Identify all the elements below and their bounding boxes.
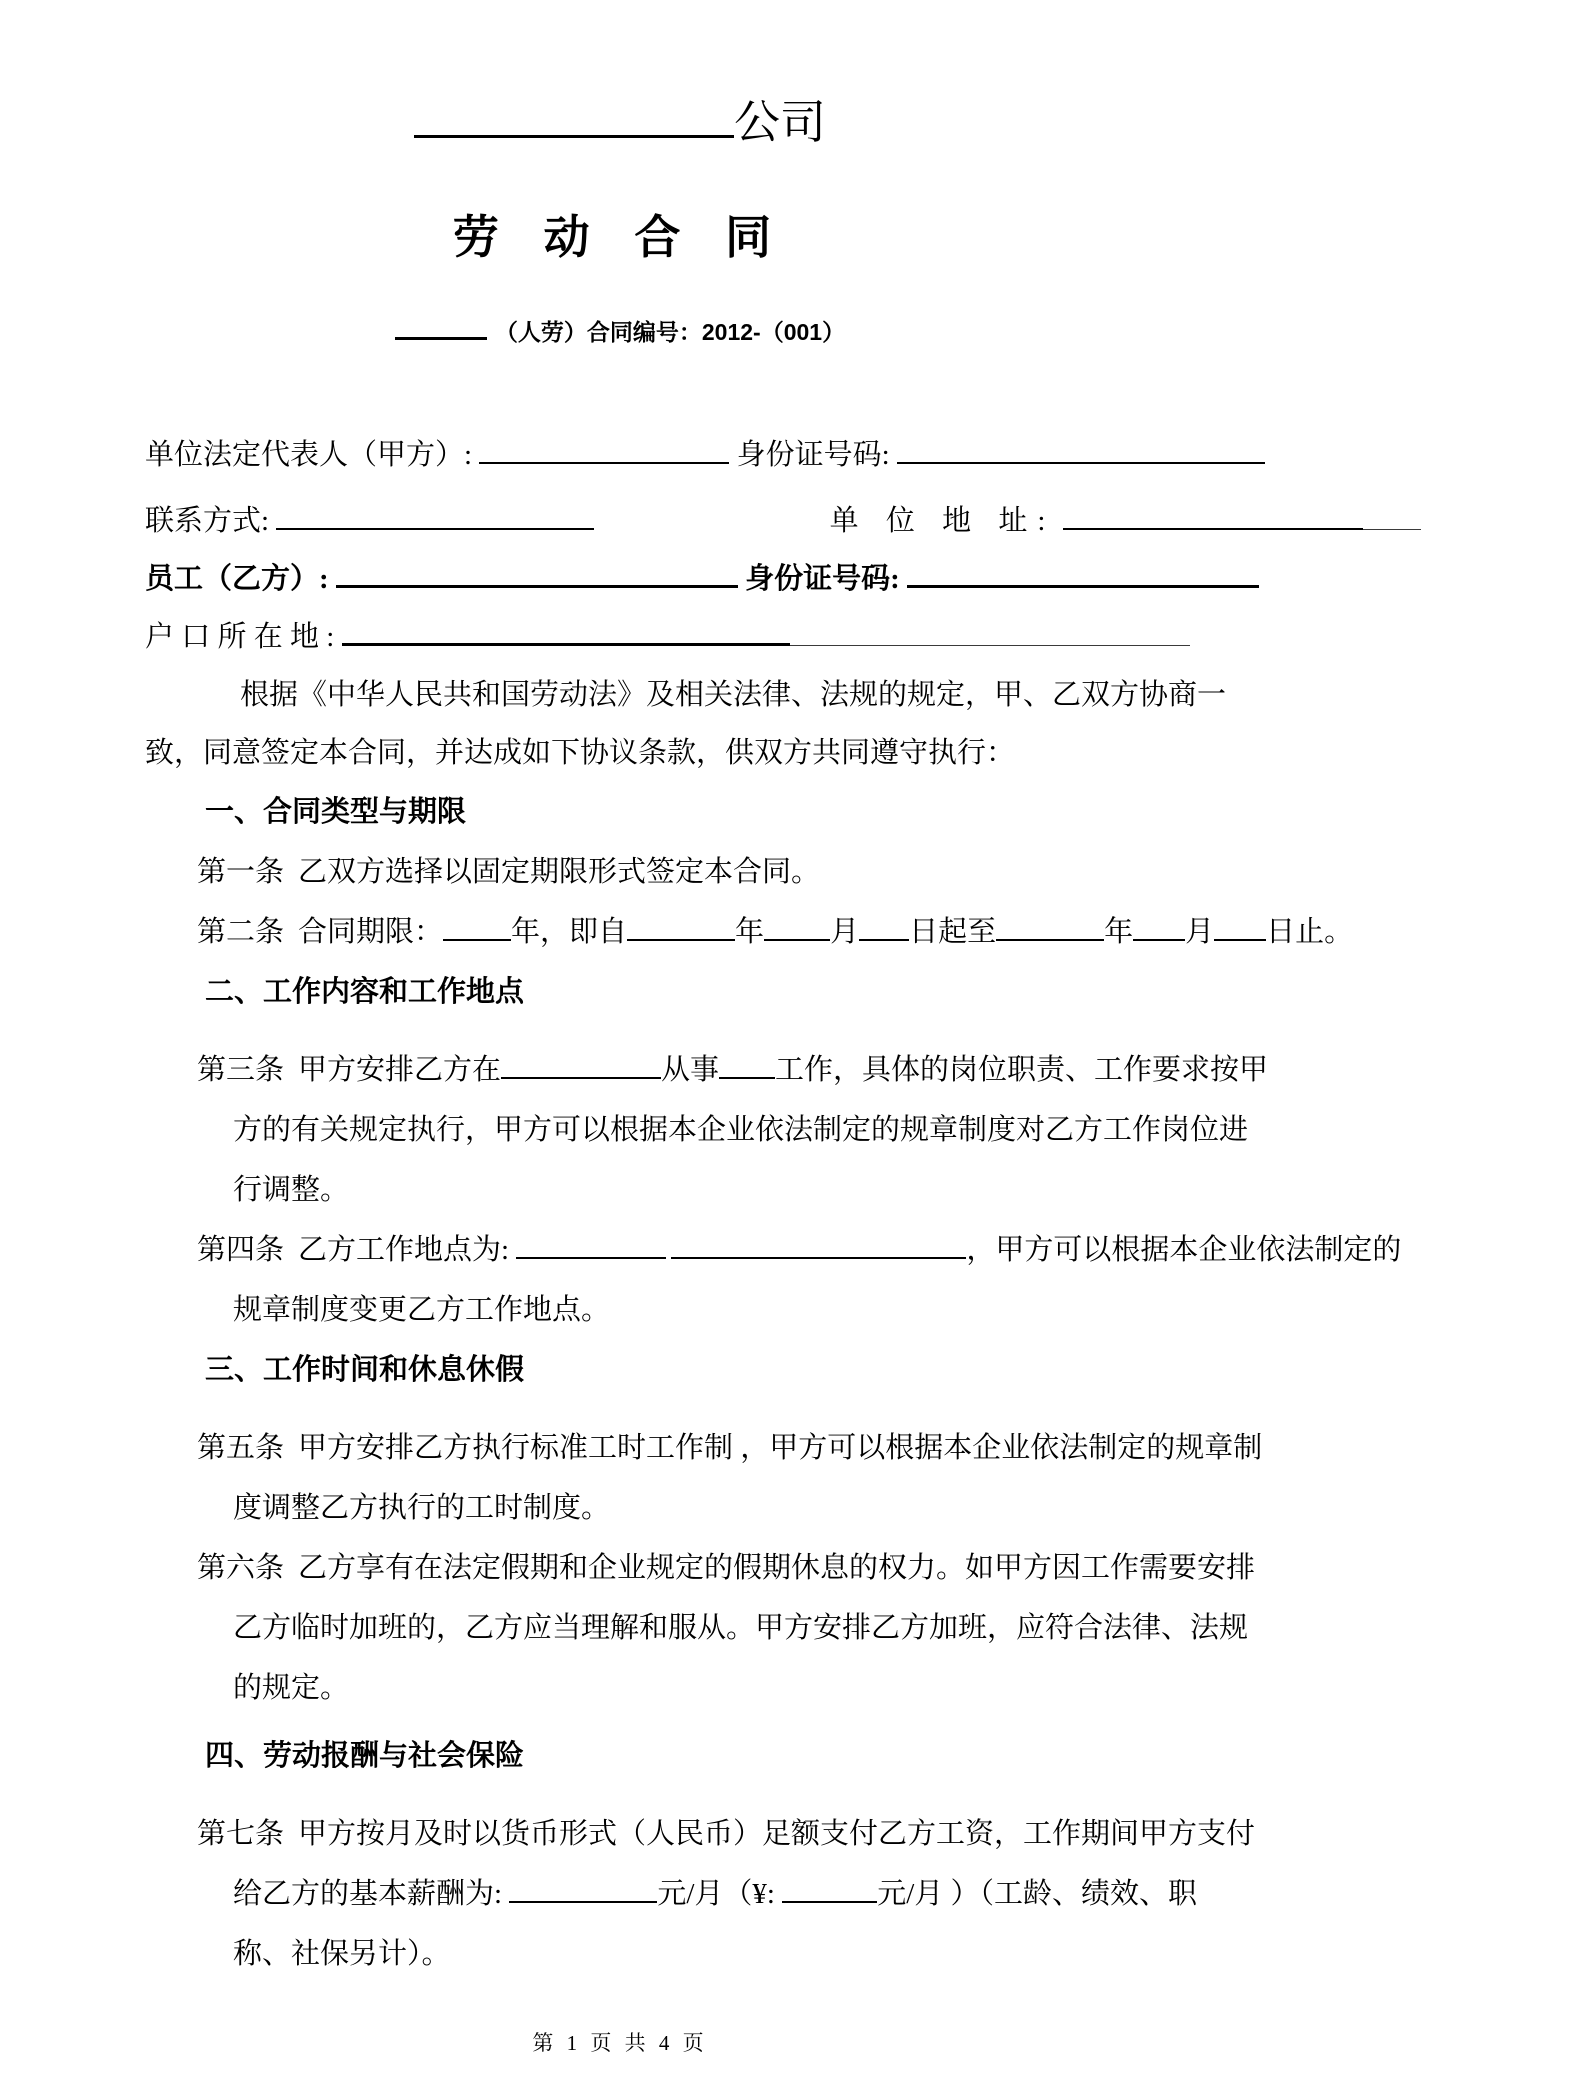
page-footer: 第 1 页 共 4 页	[532, 2031, 708, 2055]
article-3-text: 从事	[661, 1054, 720, 1086]
id-number-label-b: 身份证号码:	[745, 563, 900, 595]
company-name-blank	[414, 129, 734, 138]
id-number-blank-a	[897, 457, 1265, 464]
section-heading-3: 三、工作时间和休息休假	[205, 1354, 525, 1386]
end-month-blank	[1133, 934, 1185, 941]
section-heading-2: 二、工作内容和工作地点	[205, 976, 525, 1008]
article-1-text: 乙双方选择以固定期限形式签定本合同。	[298, 856, 821, 888]
article-3-line-1	[145, 1040, 1445, 1100]
article-3-text: 甲方安排乙方在	[298, 1054, 502, 1086]
article-6-text: 乙方享有在法定假期和企业规定的假期休息的权力。如甲方因工作需要安排	[298, 1552, 1256, 1584]
article-2-text: 日止。	[1266, 916, 1354, 948]
article-6	[145, 1538, 1445, 1718]
title-block	[145, 88, 1095, 350]
start-month-blank	[764, 934, 830, 941]
article-4-line-1	[145, 1220, 1445, 1280]
company-address-label: 单 位 地 址:	[829, 505, 1056, 537]
salary-yuan-blank	[782, 1896, 877, 1903]
employee-name-blank	[336, 580, 738, 588]
article-5	[145, 1418, 1445, 1538]
article-3-line-3: 行调整。	[233, 1174, 350, 1206]
contact-label: 联系方式:	[145, 505, 270, 537]
start-year-blank	[627, 934, 735, 941]
article-5-line-2: 度调整乙方执行的工时制度。	[233, 1492, 611, 1524]
article-7-text: 甲方按月及时以货币形式（人民币）足额支付乙方工资，工作期间甲方支付	[298, 1818, 1256, 1850]
party-info-block	[145, 426, 1445, 666]
article-6-line-2: 乙方临时加班的，乙方应当理解和服从。甲方安排乙方加班，应符合法律、法规	[233, 1612, 1249, 1644]
page-title: 劳 动 合 同	[452, 211, 788, 263]
contract-number-blank	[395, 332, 487, 340]
residence-label: 户 口 所 在 地 :	[145, 621, 335, 653]
article-3	[145, 1040, 1445, 1220]
article-7-line-3: 称、社保另计）。	[233, 1938, 451, 1970]
residence-blank	[342, 638, 790, 646]
article-1-number: 第一条	[197, 856, 285, 888]
legal-rep-blank	[479, 457, 729, 464]
article-7-text: 元/月（¥:	[657, 1878, 783, 1910]
section-heading-1: 一、合同类型与期限	[205, 796, 467, 828]
form-row-residence	[145, 608, 1445, 666]
employee-label: 员工（乙方）:	[145, 563, 329, 595]
job-title-blank	[719, 1072, 775, 1079]
intro-line-2: 致，同意签定本合同，并达成如下协议条款，供双方共同遵守执行：	[145, 737, 1016, 769]
section-heading-4: 四、劳动报酬与社会保险	[205, 1740, 525, 1772]
article-7	[145, 1804, 1445, 1984]
article-4-line-2: 规章制度变更乙方工作地点。	[233, 1294, 611, 1326]
start-day-blank	[859, 934, 909, 941]
article-6-number: 第六条	[197, 1552, 285, 1584]
end-year-blank	[996, 934, 1104, 941]
work-location-blank	[516, 1252, 666, 1259]
contract-number-label: （人劳）合同编号：2012-（001）	[494, 319, 846, 345]
contract-number-line	[145, 314, 1095, 350]
article-7-text: 元/月 ）（工龄、绩效、职	[877, 1878, 1197, 1910]
article-6-line-3: 的规定。	[233, 1672, 350, 1704]
article-6-line-1	[145, 1538, 1445, 1598]
id-number-label-a: 身份证号码:	[736, 439, 890, 471]
article-2-text: 年	[1104, 916, 1134, 948]
work-location-blank-2	[671, 1252, 966, 1259]
company-name-line	[145, 88, 1095, 158]
article-5-line-1	[145, 1418, 1445, 1478]
contact-blank	[276, 523, 594, 530]
article-2	[145, 902, 1445, 962]
intro-line-1: 根据《中华人民共和国劳动法》及相关法律、法规的规定，甲、乙双方协商一	[240, 679, 1227, 711]
article-7-text: 给乙方的基本薪酬为:	[233, 1878, 510, 1910]
salary-amount-blank	[509, 1896, 657, 1903]
article-5-text: 甲方安排乙方执行标准工时工作制 ，甲方可以根据本企业依法制定的规章制	[298, 1432, 1263, 1464]
article-7-line-2	[145, 1864, 1445, 1924]
term-years-blank	[443, 934, 511, 941]
article-3-text: 工作，具体的岗位职责、工作要求按甲	[775, 1054, 1269, 1086]
article-1	[145, 842, 1445, 902]
article-2-text: 日起至	[909, 916, 997, 948]
article-7-line-1	[145, 1804, 1445, 1864]
article-4	[145, 1220, 1445, 1340]
id-number-blank-b	[907, 580, 1259, 588]
article-3-number: 第三条	[197, 1054, 285, 1086]
work-unit-blank	[501, 1072, 661, 1079]
company-address-blank-tail	[1363, 524, 1421, 530]
form-row-employee	[145, 550, 1445, 608]
form-row-legal-rep	[145, 426, 1445, 484]
intro-paragraph	[145, 666, 1445, 782]
residence-blank-tail	[790, 640, 1190, 646]
article-5-number: 第五条	[197, 1432, 285, 1464]
company-suffix: 公司	[734, 97, 826, 148]
article-7-number: 第七条	[197, 1818, 285, 1850]
article-4-text: 乙方工作地点为:	[298, 1234, 517, 1266]
end-day-blank	[1214, 934, 1266, 941]
article-2-text: 月	[1185, 916, 1215, 948]
article-3-line-2: 方的有关规定执行，甲方可以根据本企业依法制定的规章制度对乙方工作岗位进	[233, 1114, 1249, 1146]
article-4-text: ，甲方可以根据本企业依法制定的	[966, 1234, 1402, 1266]
company-address-blank	[1063, 523, 1363, 530]
form-row-contact	[145, 492, 1445, 550]
article-2-text: 月	[830, 916, 860, 948]
article-2-text: 合同期限：	[298, 916, 444, 948]
article-2-text: 年	[735, 916, 765, 948]
legal-rep-label: 单位法定代表人（甲方）:	[145, 439, 473, 471]
article-4-number: 第四条	[197, 1234, 285, 1266]
article-2-number: 第二条	[197, 916, 285, 948]
article-2-text: 年，即自	[511, 916, 628, 948]
